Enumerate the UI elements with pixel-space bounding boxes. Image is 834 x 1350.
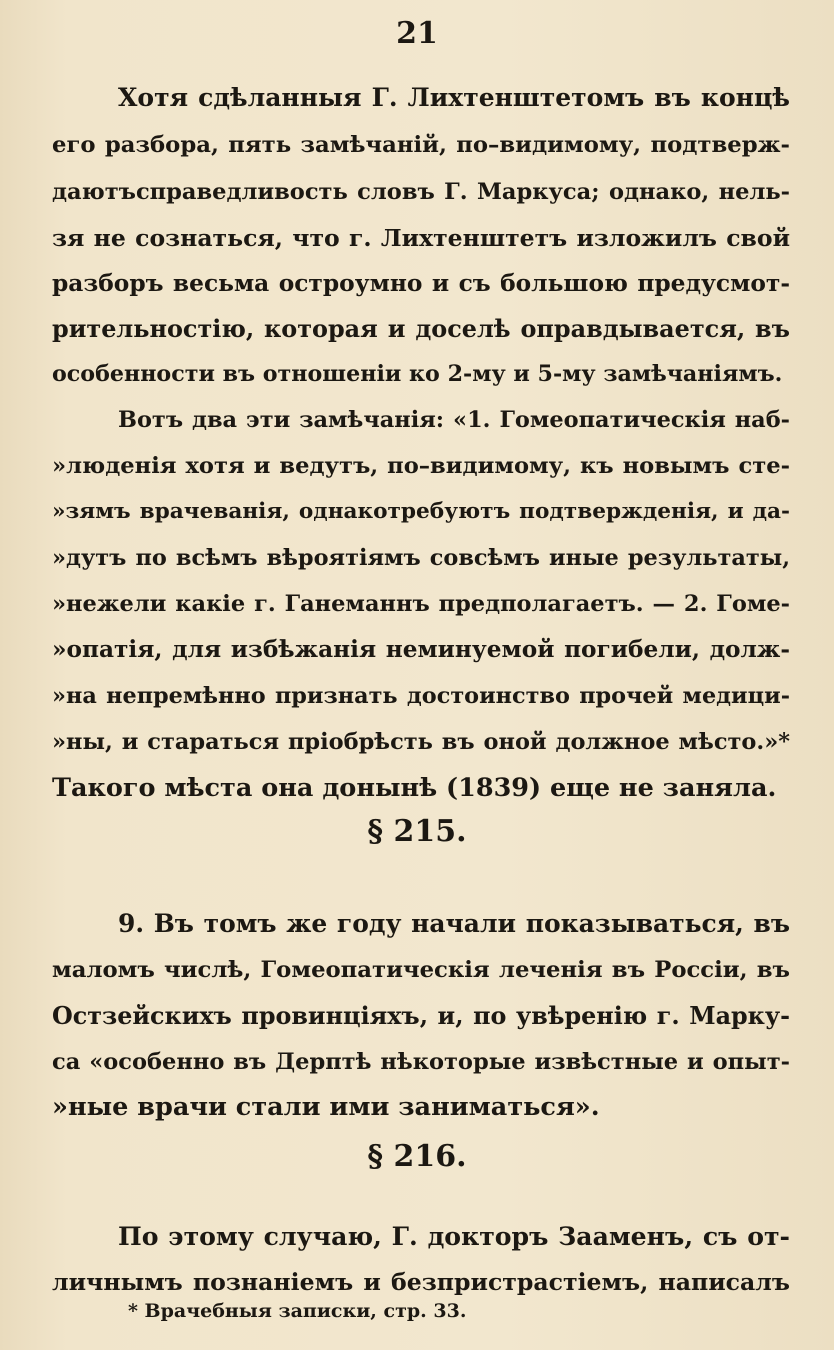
- text-line: рительностію, которая и доселѣ оправдывается, въ: [52, 315, 790, 343]
- text-line: Остзейскихъ провинціяхъ, и, по увѣренію г. Марку-: [52, 1002, 790, 1030]
- text-line: »на непремѣнно признать достоинство прочей медици-: [52, 683, 790, 709]
- text-line: 9. Въ томъ же году начали показываться, въ: [118, 909, 790, 938]
- text-line: »ные врачи стали ими заниматься».: [52, 1092, 600, 1122]
- text-line: Хотя сдѣланныя Г. Лихтенштетомъ въ концѣ: [118, 83, 790, 112]
- footnote: * Врачебныя записки, стр. 33.: [128, 1300, 467, 1322]
- text-line: »ны, и стараться пріобрѣсть въ оной должное мѣсто.»*: [52, 729, 790, 755]
- text-line: »нежели какіе г. Ганеманнъ предполагаетъ. — 2. Гоме-: [52, 591, 790, 617]
- text-line: са «особенно въ Дерптѣ нѣкоторые извѣстные и опыт-: [52, 1049, 790, 1075]
- text-line: Вотъ два эти замѣчанія: «1. Гомеопатическія наб-: [118, 407, 790, 433]
- section-heading: § 215.: [367, 814, 467, 849]
- text-line: »зямъ врачеванія, однакотребуютъ подтвержденія, и да-: [52, 499, 790, 524]
- text-line: зя не сознаться, что г. Лихтенштетъ изложилъ свой: [52, 224, 790, 252]
- text-line: »дутъ по всѣмъ вѣроятіямъ совсѣмъ иные результаты,: [52, 545, 790, 571]
- text-line: даютъсправедливость словъ Г. Маркуса; однако, нель-: [52, 179, 790, 205]
- text-line: »люденія хотя и ведутъ, по–видимому, къ новымъ сте-: [52, 453, 790, 479]
- text-line: его разбора, пять замѣчаній, по–видимому, подтверж-: [52, 132, 790, 158]
- text-line: По этому случаю, Г. докторъ Зааменъ, съ от-: [118, 1221, 790, 1251]
- section-heading: § 216.: [367, 1139, 467, 1174]
- text-line: маломъ числѣ, Гомеопатическія леченія въ Россіи, въ: [52, 957, 790, 983]
- text-line: разборъ весьма остроумно и съ большою предусмот-: [52, 270, 790, 297]
- page-number: 21: [396, 16, 438, 51]
- text-line: Такого мѣста она донынѣ (1839) еще не заняла.: [52, 773, 777, 803]
- text-line: особенности въ отношеніи ко 2-му и 5-му замѣчаніямъ.: [52, 361, 783, 387]
- text-line: личнымъ познаніемъ и безпристрастіемъ, написалъ: [52, 1268, 790, 1296]
- text-line: »опатія, для избѣжанія неминуемой погибели, долж-: [52, 636, 790, 663]
